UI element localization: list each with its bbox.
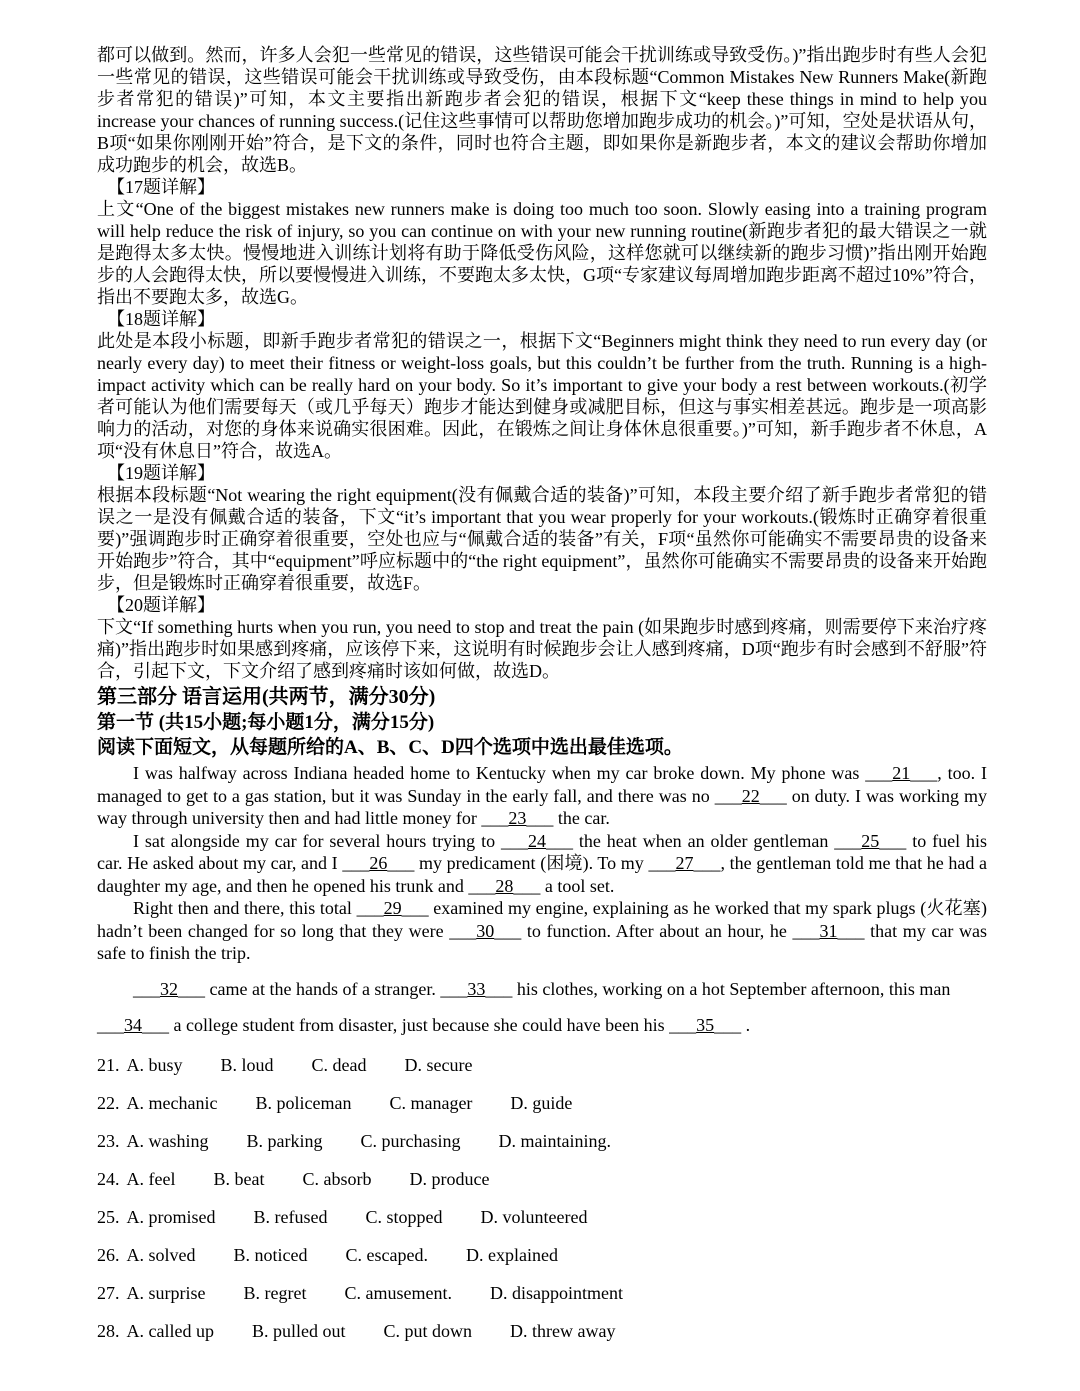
option-row-21	[97, 1056, 987, 1075]
option-choice: C. amusement.	[344, 1282, 452, 1303]
explanation-paragraph: 都可以做到。然而，许多人会犯一些常见的错误，这些错误可能会干扰训练或导致受伤。)”指出跑步时有些人会犯一些常见的错误，这些错误可能会干扰训练或导致受伤，由本段标题“Common Mistakes New Runners Make(新跑步者常犯的错误)”可知，本文主要指出新跑步者会犯的错误，根据下文“keep these things in mind to help you increase your chances of running success.(记住这些事情可以帮助您增加跑步成功的机会。)”可知，空处是状语从句，B项“如果你刚刚开始”符合，是下文的条件，同时也符合主题，即如果你是新跑步者，本文的建议会帮助你增加成功跑步的机会，故选B。	[97, 45, 987, 175]
option-choice: A. surprise	[126, 1282, 206, 1303]
cloze-blank-22: ___22___	[714, 785, 787, 806]
blank-number: 31	[819, 920, 838, 941]
section-one-heading: 第一节 (共15小题;每小题1分，满分15分)	[97, 712, 435, 733]
cloze-instruction: 阅读下面短文，从每题所给的A、B、C、D四个选项中选出最佳选项。	[97, 737, 683, 758]
cloze-blank-28: ___28___	[468, 875, 541, 896]
option-choice: D. explained	[465, 1244, 558, 1265]
blank-number: 30	[476, 920, 495, 941]
explanation-heading: 【17题详解】	[107, 177, 215, 197]
blank-number: 28	[495, 875, 514, 896]
option-row-27	[97, 1284, 987, 1303]
cloze-paragraph: I was halfway across Indiana headed home to Kentucky when my car broke down. My phone was ___21___, too. I managed to get to a gas station, but it was Sunday in the early fall, and there was no ___22___ on duty. I was working my way through university then and had little money for ___23___ the car.	[97, 763, 987, 828]
option-choice: D. maintaining.	[498, 1130, 611, 1151]
option-choice: D. produce	[409, 1168, 490, 1189]
cloze-paragraph: ___34___ a college student from disaster, just because she could have been his ___35___ .	[97, 1014, 751, 1035]
explanation-heading: 【20题详解】	[107, 595, 215, 615]
blank-number: 24	[528, 830, 546, 851]
option-choice: C. purchasing	[360, 1130, 461, 1151]
option-number: 24.	[97, 1168, 120, 1189]
option-choice: C. escaped.	[345, 1244, 428, 1265]
blank-number: 21	[892, 763, 911, 783]
blank-number: 25	[861, 830, 880, 851]
option-choice: D. threw away	[509, 1320, 616, 1341]
cloze-passage	[97, 762, 987, 1037]
option-number: 25.	[97, 1206, 120, 1227]
cloze-paragraph: I sat alongside my car for several hours trying to ___24___ the heat when an older gentleman ___25___ to fuel his car. He asked about my car, and I ___26___ my predicament (困境). To my ___27___, the gentleman told me that he had a daughter my age, and then he opened his trunk and ___28___ a tool set.	[97, 830, 988, 896]
cloze-blank-26: ___26___	[342, 853, 415, 873]
option-choice: C. manager	[389, 1092, 473, 1113]
cloze-blank-24: ___24___	[501, 830, 573, 851]
blank-number: 22	[741, 785, 760, 806]
explanation-heading: 【18题详解】	[107, 309, 215, 329]
cloze-blank-35: ___35___	[669, 1014, 742, 1035]
option-row-22	[97, 1094, 987, 1113]
option-row-26	[97, 1246, 987, 1265]
option-choice: A. washing	[126, 1130, 209, 1151]
cloze-blank-21: ___21___	[865, 763, 938, 783]
cloze-blank-31: ___31___	[792, 920, 865, 941]
option-choice: C. dead	[311, 1054, 367, 1075]
cloze-blank-32: ___32___	[133, 978, 205, 999]
option-choice: B. regret	[243, 1282, 307, 1303]
option-choice: A. called up	[126, 1320, 214, 1341]
blank-number: 32	[160, 978, 178, 999]
option-choice: B. loud	[220, 1054, 274, 1075]
cloze-blank-29: ___29___	[356, 898, 429, 918]
option-number: 28.	[97, 1320, 120, 1341]
option-choice: D. disappointment	[489, 1282, 623, 1303]
option-row-24	[97, 1170, 987, 1189]
cloze-paragraph: ___32___ came at the hands of a stranger. ___33___ his clothes, working on a hot September afternoon, this man	[133, 978, 951, 999]
option-choice: D. guide	[510, 1092, 573, 1113]
cloze-blank-30: ___30___	[449, 920, 522, 941]
cloze-paragraph: Right then and there, this total ___29___ examined my engine, explaining as he worked that my spark plugs (火花塞) hadn’t been changed for so long that they were ___30___ to function. After about an hour, he ___31___ that my car was safe to finish the trip.	[97, 898, 987, 963]
explanation-paragraph: 下文“If something hurts when you run, you need to stop and treat the pain (如果跑步时感到疼痛，则需要停下来治疗疼痛)”指出跑步时如果感到疼痛，应该停下来，这说明有时候跑步会让人感到疼痛，D项“跑步有时会感到不舒服”符合，引起下文，下文介绍了感到疼痛时该如何做，故选D。	[97, 617, 987, 681]
option-choice: A. promised	[126, 1206, 216, 1227]
blank-number: 29	[383, 898, 402, 918]
explanation-paragraph: 上文“One of the biggest mistakes new runners make is doing too much too soon. Slowly easing into a training program will help reduce the risk of injury, so you can continue on with your new running routine(新跑步者犯的最大错误之一就是跑得太多太快。慢慢地进入训练计划将有助于降低受伤风险，这样您就可以继续新的跑步习惯)”指出刚开始跑步的人会跑得太快，所以要慢慢进入训练，不要跑太多太快，G项“专家建议每周增加跑步距离不超过10%”符合，指出不要跑太多，故选G。	[97, 199, 987, 307]
option-number: 22.	[97, 1092, 120, 1113]
blank-number: 35	[696, 1014, 715, 1035]
option-choice: A. solved	[126, 1244, 196, 1265]
option-choice: C. stopped	[365, 1206, 443, 1227]
option-choice: B. noticed	[233, 1244, 308, 1265]
option-row-25	[97, 1208, 987, 1227]
option-choice: A. mechanic	[126, 1092, 218, 1113]
option-choice: D. secure	[404, 1054, 473, 1075]
option-choice: B. policeman	[255, 1092, 352, 1113]
part-three-heading: 第三部分 语言运用(共两节，满分30分)	[97, 686, 436, 708]
option-number: 21.	[97, 1054, 120, 1075]
option-choice: B. parking	[246, 1130, 323, 1151]
blank-number: 23	[508, 808, 527, 828]
option-number: 26.	[97, 1244, 120, 1265]
explanation-paragraph: 此处是本段小标题，即新手跑步者常犯的错误之一，根据下文“Beginners might think they need to run every day (or nearly every day) to meet their fitness or weight-loss goals, but this couldn’t be further from the truth. Running is a high-impact activity which can be really hard on your body. So it’s important to give your body a rest between workouts.(初学者可能认为他们需要每天（或几乎每天）跑步才能达到健身或减肥目标，但这与事实相差甚远。跑步是一项高影响力的活动，对您的身体来说确实很困难。因此，在锻炼之间让身体休息很重要。)”可知，新手跑步者不休息，A项“没有休息日”符合，故选A。	[97, 331, 987, 461]
cloze-blank-25: ___25___	[834, 830, 907, 851]
option-choice: C. absorb	[302, 1168, 372, 1189]
option-choice: B. beat	[213, 1168, 265, 1189]
option-choice: A. busy	[126, 1054, 183, 1075]
cloze-blank-33: ___33___	[440, 978, 513, 999]
option-number: 27.	[97, 1282, 120, 1303]
option-number: 23.	[97, 1130, 120, 1151]
cloze-blank-23: ___23___	[481, 808, 554, 828]
blank-number: 34	[124, 1014, 142, 1035]
option-choice: A. feel	[126, 1168, 176, 1189]
option-choice: B. pulled out	[251, 1320, 346, 1341]
answer-explanations-section	[97, 44, 987, 682]
option-row-28	[97, 1322, 987, 1341]
cloze-blank-27: ___27___	[648, 853, 721, 873]
option-row-23	[97, 1132, 987, 1151]
blank-number: 26	[369, 853, 388, 873]
explanation-paragraph: 根据本段标题“Not wearing the right equipment(没有佩戴合适的装备)”可知，本段主要介绍了新手跑步者常犯的错误之一是没有佩戴合适的装备，下文“it’s important that you wear properly for your workouts.(锻炼时正确穿着很重要)”强调跑步时正确穿着很重要，空处也应与“佩戴合适的装备”有关，F项“虽然你可能确实不需要昂贵的设备来开始跑步”符合，其中“equipment”呼应标题中的“the right equipment”，虽然你可能确实不需要昂贵的设备来开始跑步，但是锻炼时正确穿着很重要，故选F。	[97, 485, 987, 593]
explanation-heading: 【19题详解】	[107, 463, 215, 483]
option-choice: D. volunteered	[480, 1206, 588, 1227]
option-choice: B. refused	[253, 1206, 328, 1227]
cloze-options-list	[97, 1056, 987, 1341]
blank-number: 27	[675, 853, 694, 873]
blank-number: 33	[467, 978, 486, 999]
cloze-blank-34: ___34___	[97, 1014, 169, 1035]
option-choice: C. put down	[383, 1320, 472, 1341]
